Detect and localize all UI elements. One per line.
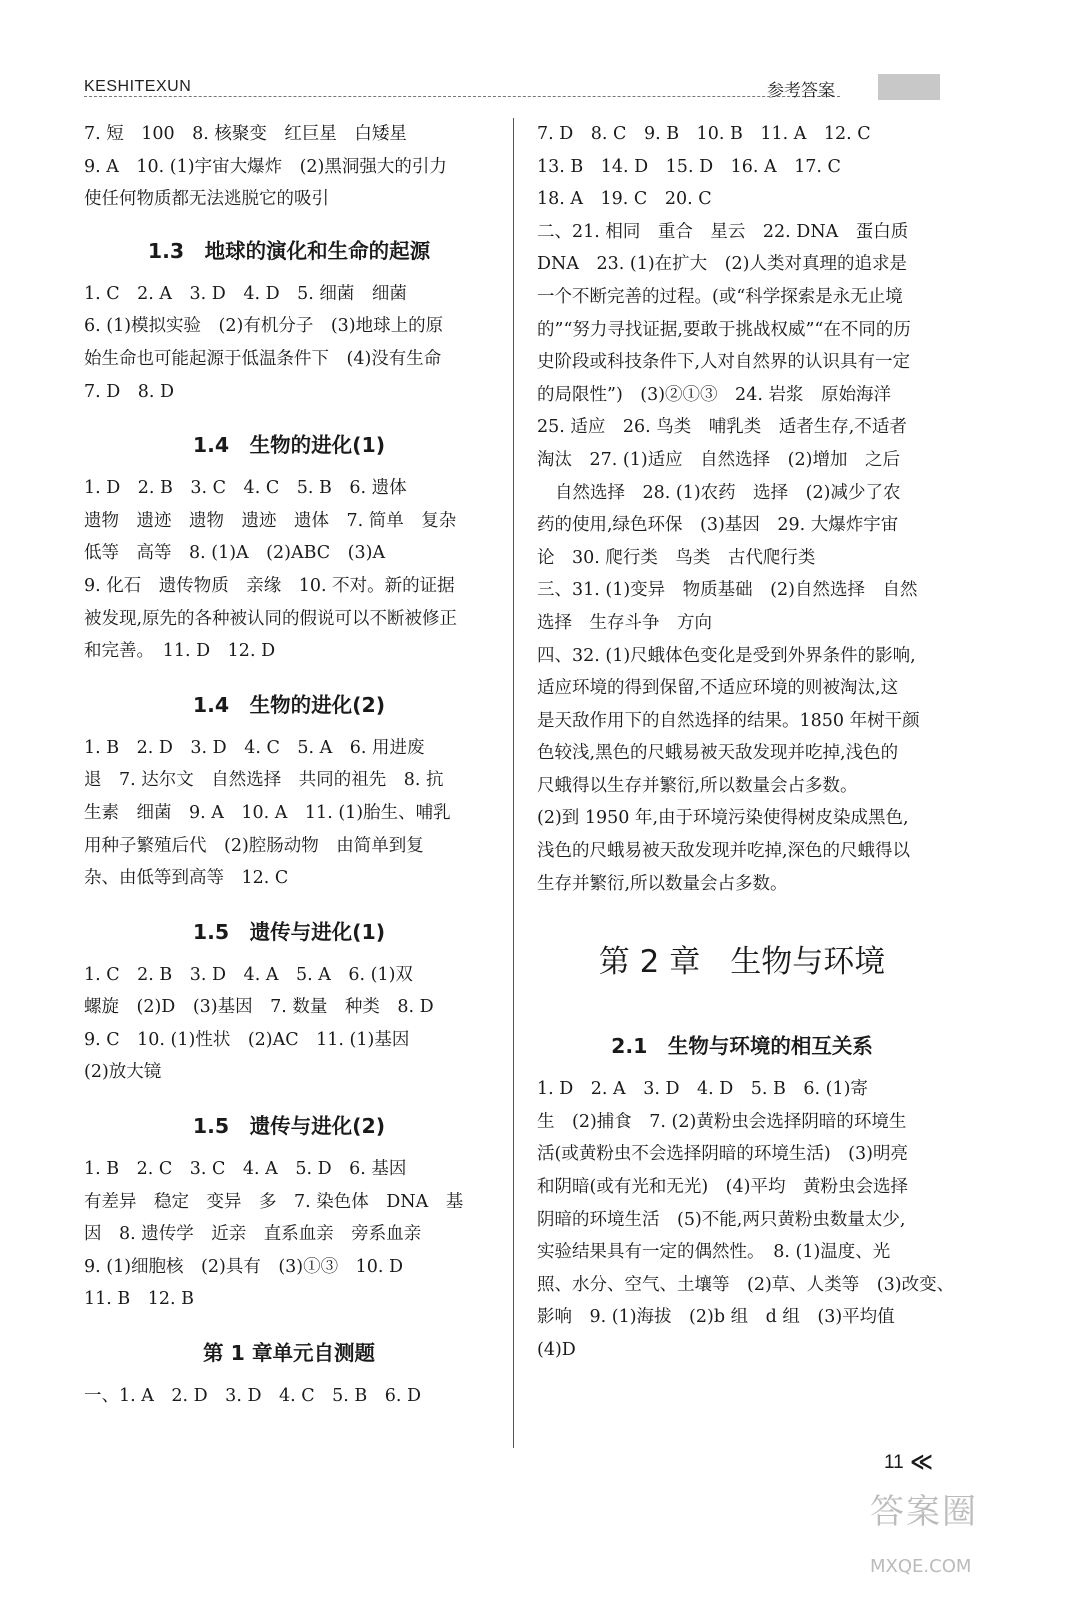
answer-line: 因 8. 遗传学 近亲 直系血亲 旁系血亲 bbox=[84, 1224, 422, 1245]
answer-line: 用种子繁殖后代 (2)腔肠动物 由简单到复 bbox=[84, 835, 424, 856]
answer-line: 论 30. 爬行类 鸟类 古代爬行类 bbox=[537, 547, 816, 568]
page-header bbox=[84, 68, 940, 104]
answer-line: 一、1. A 2. D 3. D 4. C 5. B 6. D bbox=[84, 1386, 422, 1407]
answer-line: 7. 短 100 8. 核聚变 红巨星 白矮星 bbox=[84, 124, 407, 144]
answer-line: 生素 细菌 9. A 10. A 11. (1)胎生、哺乳 bbox=[84, 802, 451, 823]
answer-line: 选择 生存斗争 方向 bbox=[537, 612, 712, 633]
intro-answers bbox=[84, 118, 494, 216]
answer-line: 1. D 2. B 3. C 4. C 5. B 6. 遗体 bbox=[84, 478, 407, 499]
answer-line: 7. D 8. D bbox=[84, 381, 175, 402]
section-1-3-heading: 1.3 地球的演化和生命的起源 bbox=[147, 238, 431, 263]
unit-test-continued-indented bbox=[537, 477, 947, 510]
answer-line: 13. B 14. D 15. D 16. A 17. C bbox=[537, 156, 841, 177]
answer-line: 杂、由低等到高等 12. C bbox=[84, 868, 289, 889]
answer-line: 9. C 10. (1)性状 (2)AC 11. (1)基因 bbox=[84, 1029, 410, 1050]
answer-line: 淘汰 27. (1)适应 自然选择 (2)增加 之后 bbox=[537, 449, 900, 470]
answer-line: (2)放大镜 bbox=[84, 1062, 162, 1083]
answer-line: (4)D bbox=[537, 1340, 576, 1360]
section-1-5a-answers bbox=[84, 959, 494, 1089]
answer-line: 生 (2)捕食 7. (2)黄粉虫会选择阴暗的环境生 bbox=[537, 1111, 907, 1132]
answer-line: 9. A 10. (1)宇宙大爆炸 (2)黑洞强大的引力 bbox=[84, 156, 447, 177]
answer-line: 和阴暗(或有光和无光) (4)平均 黄粉虫会选择 bbox=[537, 1177, 908, 1198]
answer-line: 影响 9. (1)海拔 (2)b 组 d 组 (3)平均值 bbox=[537, 1307, 895, 1328]
answer-line: 尺蛾得以生存并繁衍,所以数量会占多数。 bbox=[537, 775, 858, 796]
answer-line: 史阶段或科技条件下,人对自然界的认识具有一定 bbox=[537, 352, 911, 373]
answer-line: DNA 23. (1)在扩大 (2)人类对真理的追求是 bbox=[537, 254, 907, 275]
answer-line: 阴暗的环境生活 (5)不能,两只黄粉虫数量太少, bbox=[537, 1209, 906, 1230]
watermark-logo bbox=[870, 1484, 990, 1584]
section-1-5b-answers bbox=[84, 1153, 494, 1316]
answer-line: (2)到 1950 年,由于环境污染使得树皮染成黑色, bbox=[537, 808, 909, 829]
answer-line: 低等 高等 8. (1)A (2)ABC (3)A bbox=[84, 543, 386, 564]
answer-line: 1. D 2. A 3. D 4. D 5. B 6. (1)寄 bbox=[537, 1079, 868, 1100]
answer-line: 照、水分、空气、土壤等 (2)草、人类等 (3)改变、 bbox=[537, 1274, 955, 1295]
answer-line: 使任何物质都无法逃脱它的吸引 bbox=[84, 189, 329, 210]
right-column bbox=[537, 118, 955, 1367]
answer-line: 的局限性”) (3)②①③ 24. 岩浆 原始海洋 bbox=[537, 384, 891, 405]
answer-line: 1. C 2. A 3. D 4. D 5. 细菌 细菌 bbox=[84, 283, 407, 304]
answer-line: 螺旋 (2)D (3)基因 7. 数量 种类 8. D bbox=[84, 997, 434, 1018]
answer-line: 的”“努力寻找证据,要敢于挑战权威”“在不同的历 bbox=[537, 319, 911, 340]
chapter-number: 第 2 章 bbox=[598, 944, 701, 981]
double-chevron-left-icon: ≪ bbox=[910, 1450, 934, 1475]
answer-line: 11. B 12. B bbox=[84, 1289, 195, 1310]
unit-test-heading: 第 1 章单元自测题 bbox=[202, 1341, 376, 1366]
answer-line: 一个不断完善的过程。(或“科学探索是永无止境 bbox=[537, 286, 903, 307]
answer-line: 是天敌作用下的自然选择的结果。1850 年树干颜 bbox=[537, 710, 920, 731]
answer-line: 9. (1)细胞核 (2)具有 (3)①③ 10. D bbox=[84, 1256, 404, 1277]
answer-line: 三、31. (1)变异 物质基础 (2)自然选择 自然 bbox=[537, 580, 918, 601]
chapter-name: 生物与环境 bbox=[730, 944, 886, 981]
answer-line: 1. B 2. C 3. C 4. A 5. D 6. 基因 bbox=[84, 1159, 407, 1180]
answer-line: 有差异 稳定 变异 多 7. 染色体 DNA 基 bbox=[84, 1191, 464, 1212]
header-rule bbox=[84, 96, 840, 97]
section-1-4b-answers bbox=[84, 732, 494, 895]
section-1-4b-heading: 1.4 生物的进化(2) bbox=[192, 692, 386, 717]
answer-line: 7. D 8. C 9. B 10. B 11. A 12. C bbox=[537, 124, 871, 144]
answer-line: 始生命也可能起源于低温条件下 (4)没有生命 bbox=[84, 348, 442, 369]
unit-test-continued bbox=[537, 118, 947, 477]
watermark-url: MXQE.COM bbox=[870, 1556, 972, 1577]
chapter-2-heading bbox=[537, 936, 947, 981]
answer-line: 二、21. 相同 重合 星云 22. DNA 蛋白质 bbox=[537, 221, 909, 242]
section-2-1-heading: 2.1 生物与环境的相互关系 bbox=[611, 1034, 873, 1059]
answer-line: 实验结果具有一定的偶然性。 8. (1)温度、光 bbox=[537, 1242, 891, 1263]
answer-line: 色较浅,黑色的尺蛾易被天敌发现并吃掉,浅色的 bbox=[537, 743, 899, 764]
answer-line: 6. (1)模拟实验 (2)有机分子 (3)地球上的原 bbox=[84, 316, 444, 337]
left-column bbox=[84, 118, 494, 1413]
answer-line: 药的使用,绿色环保 (3)基因 29. 大爆炸宇宙 bbox=[537, 515, 899, 536]
section-1-4a-heading: 1.4 生物的进化(1) bbox=[192, 433, 386, 458]
answer-line: 退 7. 达尔文 自然选择 共同的祖先 8. 抗 bbox=[84, 770, 444, 791]
unit-test-answers bbox=[84, 1380, 494, 1413]
answer-line: 18. A 19. C 20. C bbox=[537, 189, 712, 210]
column-divider bbox=[513, 118, 514, 1448]
section-1-4a-answers bbox=[84, 472, 494, 668]
answer-line: 生存并繁衍,所以数量会占多数。 bbox=[537, 873, 788, 894]
answer-line: 和完善。 11. D 12. D bbox=[84, 641, 276, 662]
answer-line: 活(或黄粉虫不会选择阴暗的环境生活) (3)明亮 bbox=[537, 1144, 908, 1165]
section-2-1-answers bbox=[537, 1073, 955, 1366]
page-number: 11 bbox=[884, 1452, 904, 1473]
unit-test-continued-2 bbox=[537, 509, 947, 900]
header-tab-block bbox=[878, 74, 940, 100]
answer-line: 四、32. (1)尺蛾体色变化是受到外界条件的影响, bbox=[537, 645, 916, 666]
brand-text: KESHITEXUN bbox=[84, 78, 192, 95]
answer-line: 9. 化石 遗传物质 亲缘 10. 不对。新的证据 bbox=[84, 575, 455, 596]
watermark-text: 答案圈 bbox=[870, 1492, 978, 1532]
section-1-5a-heading: 1.5 遗传与进化(1) bbox=[192, 919, 386, 944]
section-title: 参考答案 bbox=[767, 81, 835, 101]
section-1-5b-heading: 1.5 遗传与进化(2) bbox=[192, 1114, 386, 1139]
answer-line: 1. C 2. B 3. D 4. A 5. A 6. (1)双 bbox=[84, 964, 413, 985]
answer-line: 1. B 2. D 3. D 4. C 5. A 6. 用进废 bbox=[84, 737, 425, 758]
answer-line: 25. 适应 26. 鸟类 哺乳类 适者生存,不适者 bbox=[537, 417, 907, 438]
answer-line: 自然选择 28. (1)农药 选择 (2)减少了农 bbox=[555, 482, 901, 503]
answer-line: 浅色的尺蛾易被天敌发现并吃掉,深色的尺蛾得以 bbox=[537, 841, 911, 862]
answer-line: 被发现,原先的各种被认同的假说可以不断被修正 bbox=[84, 608, 458, 629]
answer-line: 适应环境的得到保留,不适应环境的则被淘汰,这 bbox=[537, 678, 899, 699]
answer-line: 遗物 遗迹 遗物 遗迹 遗体 7. 简单 复杂 bbox=[84, 510, 457, 531]
section-1-3-answers bbox=[84, 278, 494, 408]
